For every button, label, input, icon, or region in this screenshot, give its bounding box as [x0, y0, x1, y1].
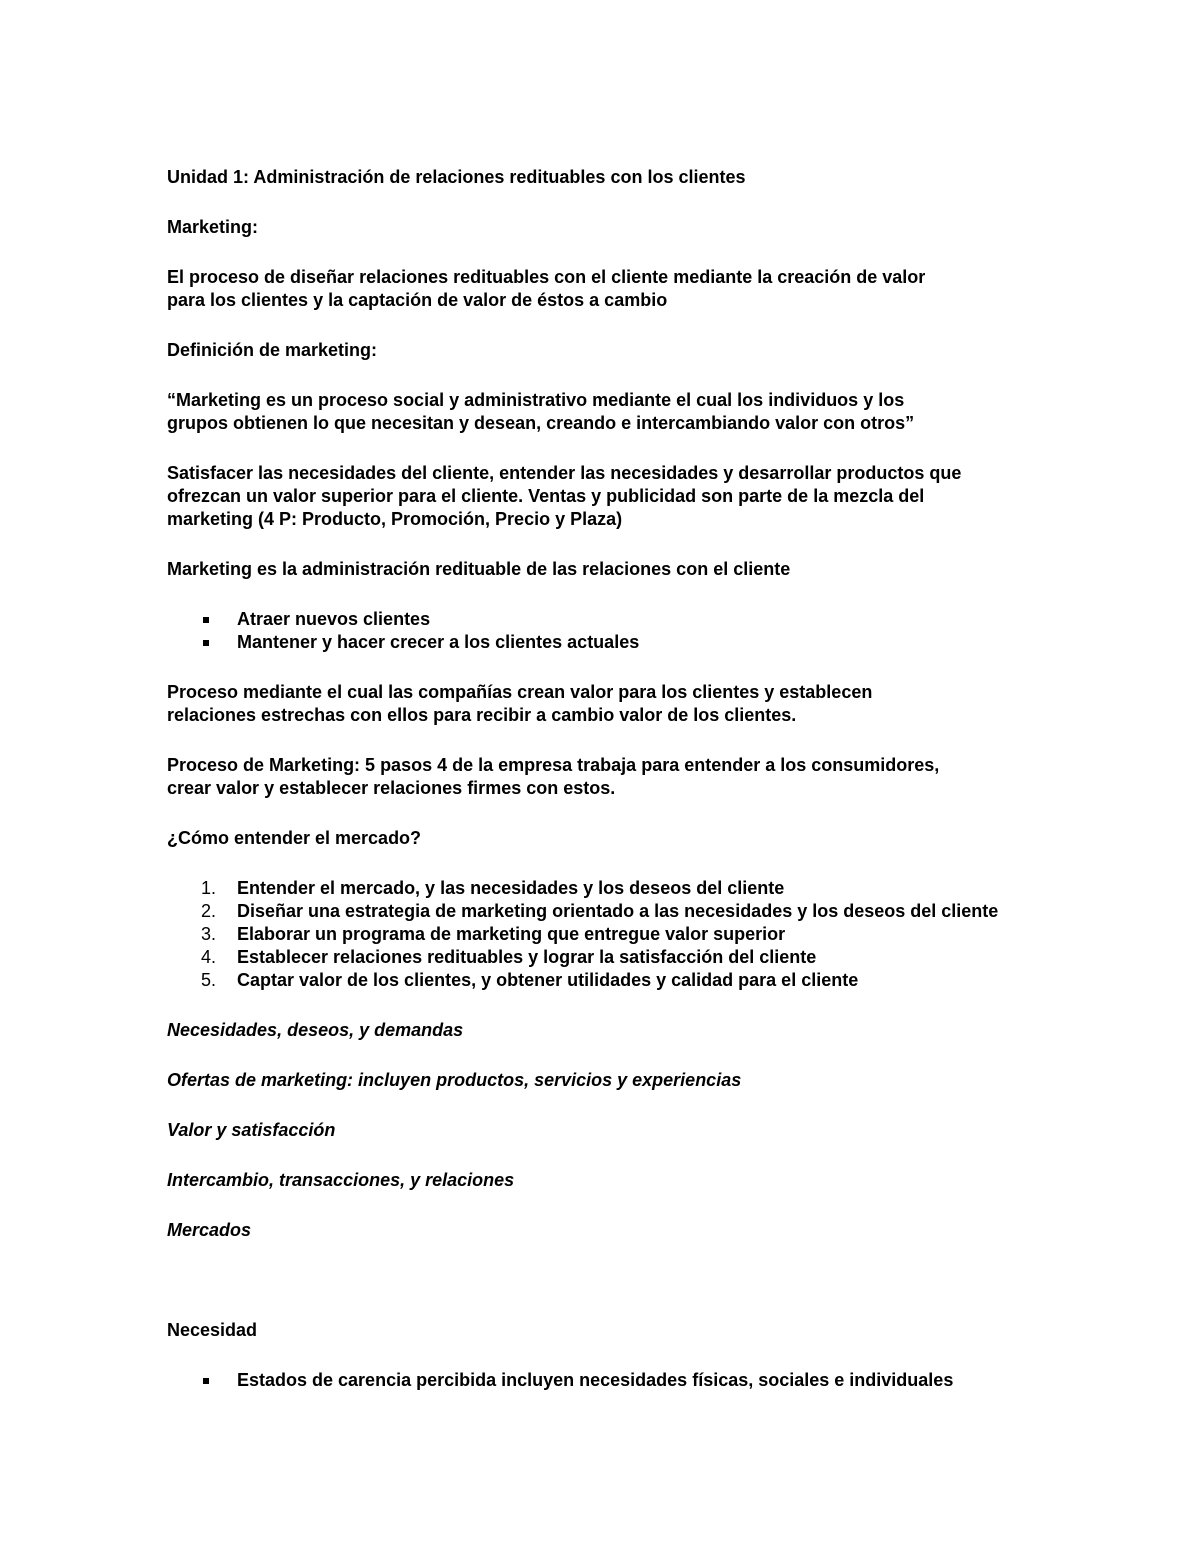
satisfacer-line-1: Satisfacer las necesidades del cliente, entender las necesidades y desarrollar productos que	[167, 463, 962, 483]
concept-item: Intercambio, transacciones, y relaciones	[167, 1170, 515, 1190]
marketing-definition	[167, 266, 1047, 312]
satisfacer-paragraph	[167, 462, 1047, 531]
list-item	[167, 946, 1047, 969]
concept-item: Mercados	[167, 1220, 252, 1240]
como-entender-heading: ¿Cómo entender el mercado?	[167, 828, 422, 848]
square-bullet-icon	[203, 640, 209, 646]
step-text: Diseñar una estrategia de marketing orientado a las necesidades y los deseos del cliente	[237, 901, 999, 921]
list-item-text: Mantener y hacer crecer a los clientes actuales	[237, 632, 640, 652]
document-title: Unidad 1: Administración de relaciones redituables con los clientes	[167, 167, 746, 187]
square-bullet-icon	[203, 1378, 209, 1384]
proceso-marketing-paragraph	[167, 754, 1047, 800]
step-number: 5.	[201, 970, 217, 990]
list-item	[167, 969, 1047, 992]
marketing-quote-line-1: “Marketing es un proceso social y administrativo mediante el cual los individuos y los	[167, 390, 905, 410]
step-number: 1.	[201, 878, 217, 898]
concept-item: Ofertas de marketing: incluyen productos, servicios y experiencias	[167, 1070, 742, 1090]
list-item	[167, 923, 1047, 946]
satisfacer-line-2: ofrezcan un valor superior para el cliente. Ventas y publicidad son parte de la mezcla del	[167, 486, 925, 506]
proceso-marketing-line-2: crear valor y establecer relaciones firmes con estos.	[167, 778, 616, 798]
necesidad-bullet-list	[167, 1369, 1047, 1392]
step-text: Elaborar un programa de marketing que entregue valor superior	[237, 924, 786, 944]
list-item-text: Estados de carencia percibida incluyen necesidades físicas, sociales e individuales	[237, 1370, 954, 1390]
list-item	[167, 1369, 1047, 1392]
marketing-quote-line-2: grupos obtienen lo que necesitan y desean, creando e intercambiando valor con otros”	[167, 413, 915, 433]
admin-redituable-paragraph: Marketing es la administración redituable de las relaciones con el cliente	[167, 559, 791, 579]
blank-spacer	[167, 1269, 1047, 1319]
steps-list	[167, 877, 1047, 992]
marketing-definition-line-2: para los clientes y la captación de valor de éstos a cambio	[167, 290, 668, 310]
square-bullet-icon	[203, 617, 209, 623]
list-item	[167, 631, 1047, 654]
definicion-heading: Definición de marketing:	[167, 340, 378, 360]
concept-item: Valor y satisfacción	[167, 1120, 336, 1140]
admin-bullet-list	[167, 608, 1047, 654]
proceso-line-2: relaciones estrechas con ellos para recibir a cambio valor de los clientes.	[167, 705, 797, 725]
concept-item: Necesidades, deseos, y demandas	[167, 1020, 464, 1040]
step-number: 3.	[201, 924, 217, 944]
proceso-paragraph	[167, 681, 1047, 727]
list-item	[167, 877, 1047, 900]
marketing-quote	[167, 389, 1047, 435]
marketing-definition-line-1: El proceso de diseñar relaciones redituables con el cliente mediante la creación de valor	[167, 267, 926, 287]
necesidad-heading: Necesidad	[167, 1320, 258, 1340]
step-text: Entender el mercado, y las necesidades y los deseos del cliente	[237, 878, 785, 898]
proceso-line-1: Proceso mediante el cual las compañías crean valor para los clientes y establecen	[167, 682, 873, 702]
step-number: 2.	[201, 901, 217, 921]
list-item	[167, 608, 1047, 631]
marketing-heading: Marketing:	[167, 217, 259, 237]
step-text: Establecer relaciones redituables y lograr la satisfacción del cliente	[237, 947, 817, 967]
step-text: Captar valor de los clientes, y obtener utilidades y calidad para el cliente	[237, 970, 859, 990]
list-item-text: Atraer nuevos clientes	[237, 609, 431, 629]
step-number: 4.	[201, 947, 217, 967]
proceso-marketing-line-1: Proceso de Marketing: 5 pasos 4 de la empresa trabaja para entender a los consumidores,	[167, 755, 940, 775]
list-item	[167, 900, 1047, 923]
satisfacer-line-3: marketing (4 P: Producto, Promoción, Precio y Plaza)	[167, 509, 623, 529]
document-body	[167, 166, 1047, 1419]
